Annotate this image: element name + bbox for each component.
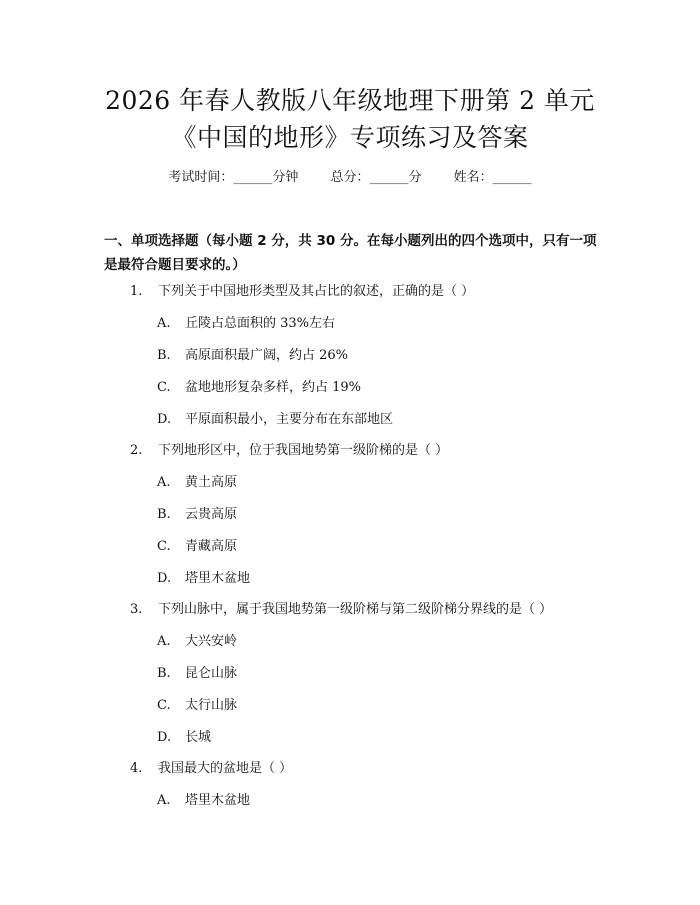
option-letter: B.	[157, 348, 171, 363]
option-text: 黄土高原	[185, 475, 238, 490]
option-letter: A.	[157, 634, 171, 649]
total-score-field: 总分：______分	[330, 170, 422, 185]
option-4a	[157, 791, 250, 811]
option-3a	[157, 632, 237, 652]
question-text: 下列地形区中，位于我国地势第一级阶梯的是（ ）	[158, 443, 449, 458]
document-title-line2: 《中国的地形》专项练习及答案	[171, 123, 529, 152]
section-heading-line2: 是最符合题目要求的。）	[104, 257, 246, 273]
option-text: 大兴安岭	[185, 634, 238, 649]
option-text: 昆仑山脉	[185, 666, 238, 681]
option-letter: D.	[157, 412, 172, 427]
question-number: 1.	[130, 284, 143, 299]
student-name-field: 姓名：______	[453, 170, 532, 185]
option-text: 青藏高原	[185, 539, 238, 554]
option-3c	[157, 696, 237, 716]
option-2d	[157, 569, 250, 589]
option-text: 塔里木盆地	[185, 793, 251, 808]
option-3d	[157, 728, 211, 748]
option-text: 太行山脉	[185, 698, 238, 713]
option-2a	[157, 473, 237, 493]
question-3	[130, 600, 552, 620]
option-letter: B.	[157, 507, 171, 522]
option-1a	[157, 314, 335, 334]
option-2b	[157, 505, 237, 525]
section-heading-line1: 一、单项选择题（每小题 2 分，共 30 分。在每小题列出的四个选项中，只有一项	[104, 233, 597, 249]
option-1c	[157, 378, 361, 398]
exam-meta	[0, 168, 700, 188]
option-text: 平原面积最小，主要分布在东部地区	[185, 412, 394, 427]
section-heading	[104, 229, 604, 277]
option-2c	[157, 537, 237, 557]
option-letter: B.	[157, 666, 171, 681]
option-text: 丘陵占总面积的 33%左右	[185, 316, 336, 331]
option-letter: A.	[157, 793, 171, 808]
option-text: 长城	[185, 730, 212, 745]
option-letter: D.	[157, 571, 172, 586]
option-text: 盆地地形复杂多样，约占 19%	[185, 380, 362, 395]
question-text: 我国最大的盆地是（ ）	[158, 761, 293, 776]
question-1	[130, 282, 474, 302]
option-text: 塔里木盆地	[185, 571, 251, 586]
question-text: 下列山脉中，属于我国地势第一级阶梯与第二级阶梯分界线的是（ ）	[158, 602, 553, 617]
question-text: 下列关于中国地形类型及其占比的叙述，正确的是（ ）	[158, 284, 475, 299]
question-number: 2.	[130, 443, 143, 458]
question-number: 4.	[130, 761, 143, 776]
option-letter: D.	[157, 730, 172, 745]
option-3b	[157, 664, 237, 684]
option-text: 高原面积最广阔，约占 26%	[185, 348, 349, 363]
option-1d	[157, 410, 393, 430]
option-letter: A.	[157, 316, 171, 331]
option-letter: C.	[157, 380, 171, 395]
option-letter: C.	[157, 539, 171, 554]
option-letter: A.	[157, 475, 171, 490]
option-letter: C.	[157, 698, 171, 713]
option-text: 云贵高原	[185, 507, 238, 522]
document-title-line1: 2026 年春人教版八年级地理下册第 2 单元	[105, 86, 595, 115]
question-2	[130, 441, 448, 461]
option-1b	[157, 346, 348, 366]
question-number: 3.	[130, 602, 143, 617]
exam-time-field: 考试时间：______分钟	[168, 170, 299, 185]
question-4	[130, 759, 292, 779]
